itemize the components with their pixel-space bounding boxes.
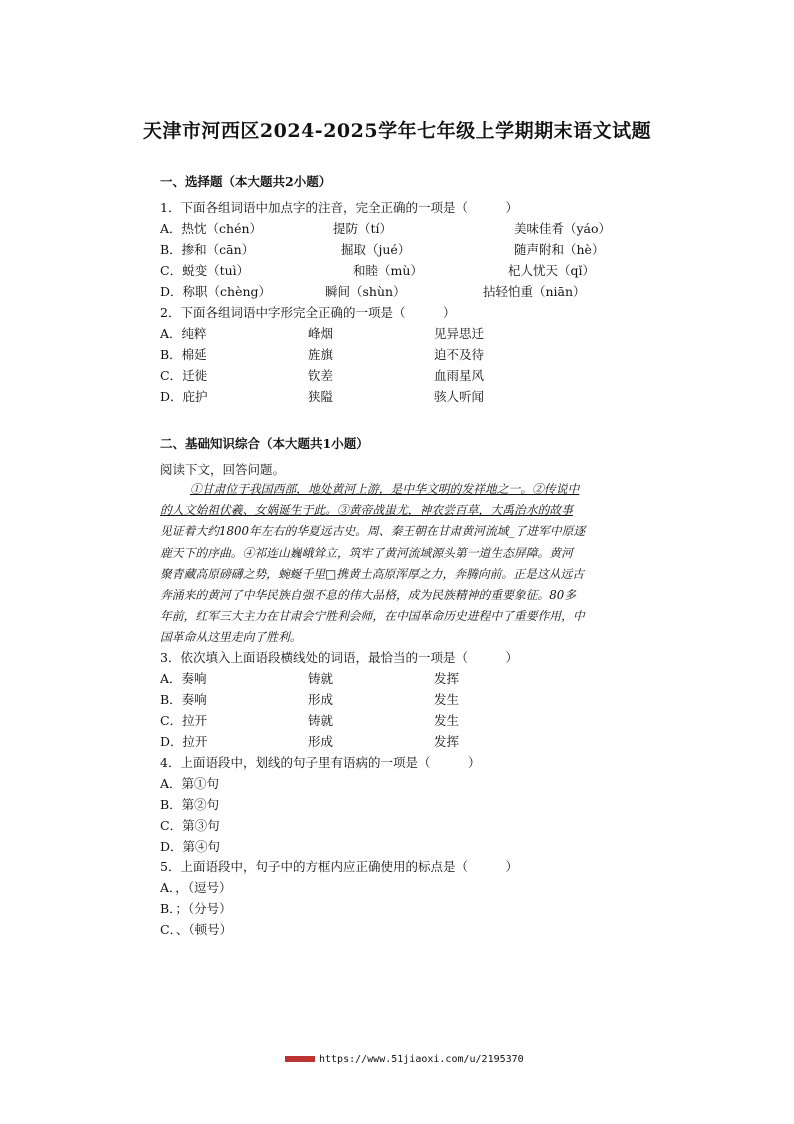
question-1-option-a — [160, 219, 640, 237]
question-5-option-b: B．；（分号） — [160, 901, 232, 916]
option-cell: 形成 — [308, 734, 334, 749]
option-cell: B．掺和（cān） — [160, 242, 255, 257]
question-3-option-b — [160, 690, 640, 708]
option-cell: C．拉开 — [160, 713, 208, 728]
question-2-option-b — [160, 345, 640, 363]
option-cell: A．奏响 — [160, 671, 207, 686]
option-cell: A．纯粹 — [160, 326, 207, 341]
option-cell: 钦差 — [308, 368, 334, 383]
page-title: 天津市河西区2024-2025学年七年级上学期期末语文试题 — [142, 120, 652, 142]
option-cell: D．称职（chèng） — [160, 284, 272, 299]
question-4-option-b: B．第②句 — [160, 797, 220, 812]
option-cell: D．庇护 — [160, 389, 208, 404]
option-cell: 发挥 — [434, 734, 460, 749]
question-5-option-a: A．，（逗号） — [160, 880, 232, 895]
passage-line: 年前，红军三大主力在甘肃会宁胜利会师，在中国革命历史进程中了重要作用，中 — [160, 609, 585, 624]
option-cell: 瞬间（shùn） — [325, 284, 406, 299]
reading-passage — [160, 479, 632, 649]
option-cell: 形成 — [308, 692, 334, 707]
question-5-option-c: C．、（顿号） — [160, 922, 233, 937]
option-cell: A．热忱（chén） — [160, 221, 263, 236]
question-3-option-d — [160, 732, 640, 750]
passage-line: 鹿天下的序曲。④祁连山巍峨耸立，筑牢了黄河流域源头第一道生态屏障。黄河 — [160, 545, 573, 560]
option-cell: 和睦（mù） — [353, 263, 423, 278]
question-1-stem: 1．下面各组词语中加点字的注音，完全正确的一项是（ ） — [160, 200, 518, 215]
option-cell: 发生 — [434, 713, 460, 728]
passage-line: 聚青藏高原磅礴之势，蜿蜒千里□携黄土高原浑厚之力，奔腾向前。正是这从远古 — [160, 566, 585, 581]
passage-line: 国革命从这里走向了胜利。 — [160, 630, 302, 645]
question-2-stem: 2．下面各组词语中字形完全正确的一项是（ ） — [160, 305, 456, 320]
option-cell: 峰烟 — [308, 326, 334, 341]
option-cell: 发生 — [434, 692, 460, 707]
question-3-option-a — [160, 669, 640, 687]
option-cell: 铸就 — [308, 671, 334, 686]
question-3-option-c — [160, 711, 640, 729]
site-logo-icon — [285, 1056, 315, 1062]
question-2-option-c — [160, 366, 640, 384]
question-1-option-c — [160, 261, 640, 279]
option-cell: 血雨星风 — [434, 368, 485, 383]
option-cell: 狭隘 — [308, 389, 334, 404]
passage-line: 的人文始祖伏羲、女娲诞生于此。③黄帝战蚩尤，神农尝百草，大禹治水的故事 — [160, 503, 573, 518]
question-4-stem: 4．上面语段中，划线的句子里有语病的一项是（ ） — [160, 755, 481, 770]
section-heading-2: 二、基础知识综合（本大题共1小题） — [160, 436, 369, 451]
reading-instruction: 阅读下文，回答问题。 — [160, 462, 286, 477]
option-cell: 迫不及待 — [434, 347, 485, 362]
question-1-option-b — [160, 240, 640, 258]
footer — [285, 1054, 524, 1065]
option-cell: C．蜕变（tuì） — [160, 263, 250, 278]
option-cell: 杞人忧天（qǐ） — [508, 263, 595, 278]
section-heading-1: 一、选择题（本大题共2小题） — [160, 174, 332, 189]
option-cell: 美味佳肴（yáo） — [514, 221, 612, 236]
option-cell: B．奏响 — [160, 692, 207, 707]
option-cell: 骇人听闻 — [434, 389, 485, 404]
option-cell: 随声附和（hè） — [514, 242, 605, 257]
option-cell: 旌旗 — [308, 347, 334, 362]
question-5-stem: 5．上面语段中，句子中的方框内应正确使用的标点是（ ） — [160, 859, 518, 874]
option-cell: D．拉开 — [160, 734, 208, 749]
question-3-stem: 3．依次填入上面语段横线处的词语，最恰当的一项是（ ） — [160, 650, 518, 665]
option-cell: 掘取（jué） — [341, 242, 411, 257]
option-cell: 拈轻怕重（niān） — [483, 284, 586, 299]
option-cell: B．棉延 — [160, 347, 207, 362]
option-cell: 提防（tí） — [333, 221, 393, 236]
question-4-option-c: C．第③句 — [160, 818, 220, 833]
footer-url[interactable]: https://www.51jiaoxi.com/u/2195370 — [319, 1054, 524, 1065]
option-cell: 发挥 — [434, 671, 460, 686]
passage-line: ①甘肃位于我国西部，地处黄河上游，是中华文明的发祥地之一。②传说中 — [190, 482, 580, 496]
option-cell: 铸就 — [308, 713, 334, 728]
question-4-option-a: A．第①句 — [160, 776, 220, 791]
question-2-option-a — [160, 324, 640, 342]
option-cell: C．迁徙 — [160, 368, 208, 383]
question-2-option-d — [160, 387, 640, 405]
question-4-option-d: D．第④句 — [160, 839, 221, 854]
passage-line: 见证着大约1800年左右的华夏远古史。周、秦王朝在甘肃黄河流域_了进军中原逐 — [160, 524, 586, 539]
question-1-option-d — [160, 282, 640, 300]
passage-line: 奔涌来的黄河了中华民族自强不息的伟大品格，成为民族精神的重要象征。80多 — [160, 588, 577, 603]
option-cell: 见异思迁 — [434, 326, 485, 341]
